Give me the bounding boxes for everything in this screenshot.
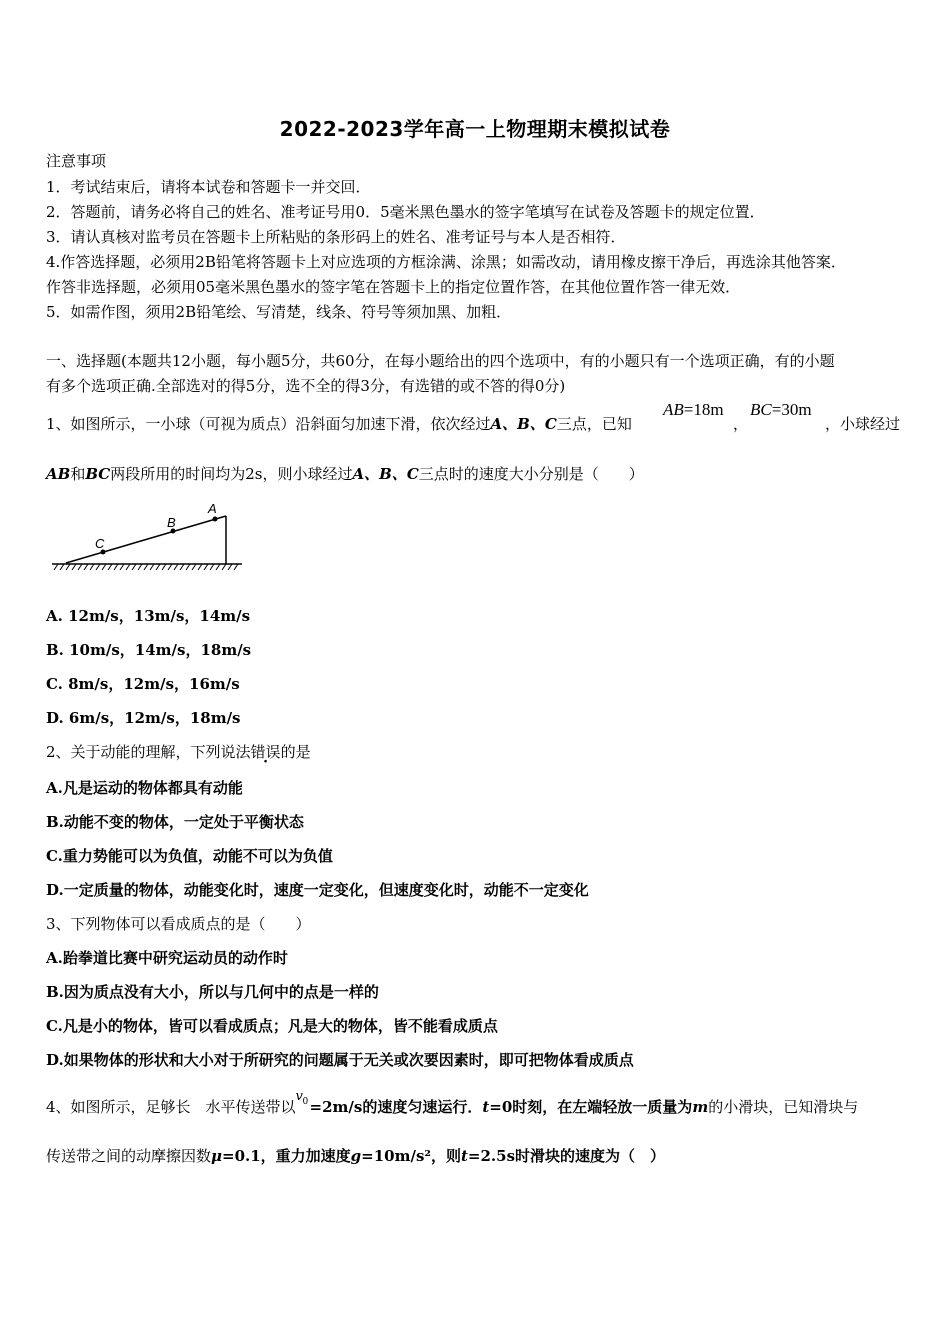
q2-option-c[interactable]: C.重力势能可以为负值，动能不可以为负值: [46, 847, 333, 865]
notice-item: 1．考试结束后，请将本试卷和答题卡一并交回．: [46, 178, 371, 196]
q2-option-a[interactable]: A.凡是运动的物体都具有动能: [46, 779, 243, 797]
q3-stem: 3、下列物体可以看成质点的是（ ）: [46, 915, 311, 933]
q4-v0-symbol: v 0: [295, 1089, 309, 1107]
q4-stem-line1: 4、如图所示，足够长 水平传送带以 v 0 =2m/s的速度匀速运行．t=0时刻，在左端轻放一质量为m的小滑块，已知滑块与: [46, 1089, 859, 1116]
notice-item: 3．请认真核对监考员在答题卡上所粘贴的条形码上的姓名、准考证号与本人是否相符．: [46, 228, 626, 246]
page-title: 2022-2023学年高一上物理期末模拟试卷: [279, 117, 671, 141]
notice-heading: 注意事项: [46, 152, 107, 170]
q2-option-b[interactable]: B.动能不变的物体，一定处于平衡状态: [46, 813, 304, 831]
q3-option-d[interactable]: D.如果物体的形状和大小对于所研究的问题属于无关或次要因素时，即可把物体看成质点: [46, 1051, 634, 1069]
notice-item: 作答非选择题，必须用05毫米黑色墨水的签字笔在答题卡上的指定位置作答，在其他位置作答一律无效．: [46, 278, 741, 296]
notice-item: 2．答题前，请务必将自己的姓名、准考证号用0．5毫米黑色墨水的签字笔填写在试卷及答题卡的规定位置．: [46, 203, 765, 221]
q3-option-a[interactable]: A.跆拳道比赛中研究运动员的动作时: [46, 949, 288, 967]
q1-stem-end: ，小球经过: [825, 415, 901, 433]
label-c: C: [95, 536, 105, 551]
q2-option-d[interactable]: D.一定质量的物体，动能变化时，速度一定变化，但速度变化时，动能不一定变化: [46, 881, 589, 899]
notice-item: 5．如需作图，须用2B铅笔绘、写清楚，线条、符号等须加黑、加粗．: [46, 303, 512, 321]
section-heading: 一、选择题(本题共12小题，每小题5分，共60分，在每小题给出的四个选项中，有的小题只有一个选项正确，有的小题: [46, 352, 835, 370]
q1-eq-comma: ，: [733, 415, 749, 433]
incline-diagram: [48, 498, 246, 574]
q1-option-a[interactable]: A. 12m/s，13m/s，14m/s: [46, 607, 251, 625]
q1-option-d[interactable]: D. 6m/s，12m/s，18m/s: [46, 709, 241, 727]
q4-stem-line2: 传送带之间的动摩擦因数μ=0.1，重力加速度g=10m/s²，则t=2.5s时滑块的速度为（ ）: [46, 1147, 666, 1165]
q3-option-c[interactable]: C.凡是小的物体，皆可以看成质点；凡是大的物体，皆不能看成质点: [46, 1017, 498, 1035]
section-heading-cont: 有多个选项正确.全部选对的得5分，选不全的得3分，有选错的或不答的得0分): [46, 377, 566, 395]
notice-item: 4.作答选择题，必须用2B铅笔将答题卡上对应选项的方框涂满、涂黑；如需改动，请用橡皮擦干净后，再选涂其他答案．: [46, 253, 846, 271]
q1-eq-bc: BC=30m: [750, 400, 812, 419]
q1-stem-line2: AB和BC两段所用的时间均为2s，则小球经过A、B、C三点时的速度大小分别是（ ）: [46, 465, 644, 483]
q3-option-b[interactable]: B.因为质点没有大小，所以与几何中的点是一样的: [46, 983, 379, 1001]
q1-eq-ab: AB=18m: [663, 400, 724, 419]
label-a: A: [208, 501, 217, 516]
q1-option-c[interactable]: C. 8m/s，12m/s，16m/s: [46, 675, 240, 693]
q1-option-b[interactable]: B. 10m/s，14m/s，18m/s: [46, 641, 252, 659]
label-b: B: [167, 515, 176, 530]
q1-stem-line1: 1、如图所示，一小球（可视为质点）沿斜面匀加速下滑，依次经过A、B、C三点，已知: [46, 415, 632, 433]
q2-stem: 2、关于动能的理解，下列说法错误的是: [46, 743, 311, 761]
